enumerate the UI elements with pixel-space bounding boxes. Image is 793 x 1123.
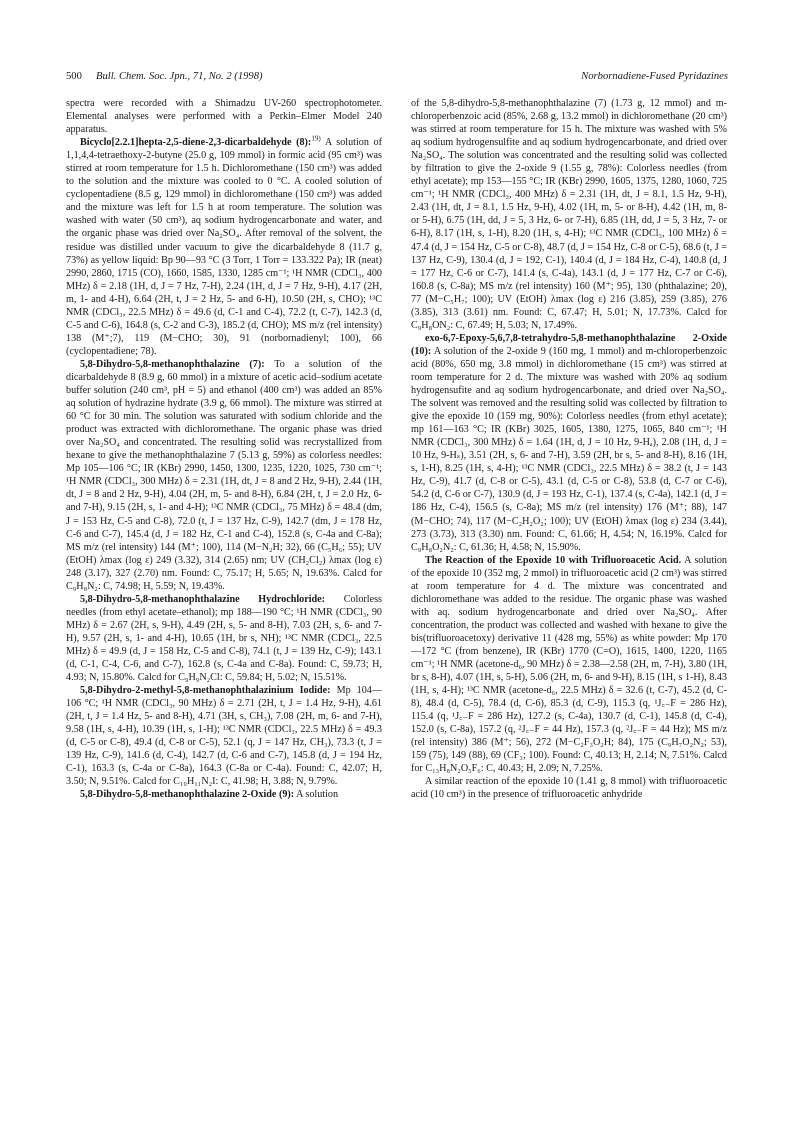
heading-compound-9: 5,8-Dihydro-5,8-methanophthalazine 2-Oxide (9): (80, 789, 295, 801)
page-number: 500 (66, 71, 82, 82)
paragraph-iodide (66, 684, 382, 788)
reference-marker: 19) (311, 134, 321, 143)
left-column (66, 97, 382, 1097)
body-compound-10: A solution of the 2-oxide 9 (160 mg, 1 mmol) and m-chloroperbenzoic acid (80%, 650 mg, 3.8 mmol) in dichloromethane (15 cm³) was stirred at room temperature for 2 d. The mixture was washed with 20% aq sodium hydrogensufite and aq sodium hydrogencarbonate, and dried over Na₂SO₄. The solvent was removed and the resulting solid was collected by filtration to give the epoxide 10 (159 mg, 90%): Colorless needles (from ethyl acetate); mp 161—163 °C; IR (KBr) 3025, 1605, 1380, 1275, 1065, 840 cm⁻¹; ¹H NMR (CDCl₃, 300 MHz) δ = 1.64 (1H, d, J = 10 Hz, 9-Hₐ), 2.08 (1H, d, J = 10 Hz, 9-Hₛ), 3.51 (2H, s, 6- and 7-H), 3.59 (2H, br s, 5- and 8-H), 8.16 (1H, s, 1-H), 8.25 (1H, s, 4-H); ¹³C NMR (CDCl₃, 22.5 MHz) δ = 38.2 (t, J = 143 Hz, C-9), 41.7 (d, C-8 or C-5), 43.1 (d, C-5 or C-8), 53.8 (d, C-7 or C-6), 54.2 (d, C-6 or C-7), 130.9 (d, J = 193 Hz, C-1), 137.4 (s, C-4a), 142.1 (d, J = 186 Hz, C-4), 156.5 (s, C-8a); MS m/z (rel intensity) 176 (M⁺; 88), 147 (M−CHO; 74), 117 (M−C₂H₂O₂; 100); UV (EtOH) λmax (log ε) 234 (3.44), 273 (3.73), 313 (3.30) nm. Found: C, 61.66; H, 4.54; N, 16.19%. Calcd for C₉H₈O₂N₂: C, 61.36; H, 4.58; N, 15.90%. (411, 345, 727, 553)
journal-citation: Bull. Chem. Soc. Jpn., 71, No. 2 (1998) (96, 71, 263, 82)
heading-iodide: 5,8-Dihydro-2-methyl-5,8-methanophthalazinium Iodide: (80, 685, 331, 697)
paragraph-compound-8 (66, 136, 382, 358)
right-column (411, 97, 727, 1097)
body-tfa-reaction: A solution of the epoxide 10 (352 mg, 2 mmol) in trifluoroacetic acid (2 cm³) was stirred at room temperature for 4 d. The mixture was concentrated and dichloromethane was added to the residue. The organic phase was washed with aq. sodium hydrogencarbonate and dried over Na₂SO₄. After concentration, the product was collected and washed with hexane to give the bis(trifluoroacetoxy) derivative 11 (428 mg, 55%) as white powder: Mp 170—172 °C (from benzene), IR (KBr) 1770 (C=O), 1615, 1400, 1220, 1165 cm⁻¹; ¹H NMR (acetone-d₆, 90 MHz) δ = 2.38—2.58 (2H, m, 7-H), 3.80 (1H, br s, 8-H), 4.07 (1H, s, 5-H), 5.06 (2H, m, 6- and 9-H), 8.15 (1H, s 1-H), 8.43 (1H, s, 4-H); ¹³C NMR (acetone-d₆, 22.5 MHz) δ = 32.6 (t, C-7), 45.2 (d, C-8), 48.4 (d, C-5), 78.4 (d, C-6), 85.3 (d, C-9), 115.3 (q, ¹J꜀₋F = 286 Hz), 115.4 (q, ¹J꜀₋F = 286 Hz), 127.2 (s, C-4a), 130.7 (d, C-1), 145.8 (d, C-4), 152.0 (s, C-8a), 157.2 (q, ²J꜀₋F = 44 Hz), 157.3 (q, ²J꜀₋F = 44 Hz); MS m/z (rel intensity) 386 (M⁺; 56), 272 (M−C₂F₃O₂H; 84), 175 (C₉H₇O₂N₂; 53), 159 (75), 149 (88), 69 (CF₃; 100). Found: C, 40.13; H, 2.14; N, 7.51%. Calcd for C₁₃H₈N₂O₅F₆: C, 40.43; H, 2.09; N, 7.25%. (411, 554, 727, 775)
heading-compound-8: Bicyclo[2.2.1]hepta-2,5-diene-2,3-dicarbaldehyde (8): (80, 137, 312, 149)
heading-tfa-reaction: The Reaction of the Epoxide 10 with Trifluoroacetic Acid. (425, 554, 682, 566)
running-title: Norbornadiene-Fused Pyridazines (581, 71, 728, 82)
paragraph-instruments: spectra were recorded with a Shimadzu UV-260 spectrophotometer. Elemental analyses were performed with a Perkin–Elmer Model 240 apparatus. (66, 98, 382, 136)
body-hydrochloride: Colorless needles (from ethyl acetate–ethanol); mp 188—190 °C; ¹H NMR (CDCl₃, 90 MHz) δ = 2.67 (2H, s, 9-H), 4.49 (2H, s, 5- and 8-H), 7.03 (2H, s, 6- and 7-H), 9.57 (2H, s, 1- and 4-H), 10.65 (1H, br s, NH); ¹³C NMR (CDCl₃, 22.5 MHz) δ = 49.9 (d, J = 158 Hz, C-5 and C-8), 74.1 (t, J = 139 Hz, C-9); 143.1 (d, C-1, C-4, C-6, and C-7), 162.8 (s, C-4a and C-8a). Found: C, 59.73; H, 4.93; N, 15.80%. Calcd for C₉H₉N₂Cl: C, 59.84; H, 5.02; N, 15.51%. (66, 593, 382, 684)
paragraph-compound-7 (66, 358, 382, 593)
body-compound-9-start: A solution (296, 789, 339, 801)
body-compound-7: To a solution of the dicarbaldehyde 8 (8.9 g, 60 mmol) in a mixture of acetic acid–sodium acetate buffer solution (240 cm³, pH = 5) and ethanol (400 cm³) was added an 85% aq solution of hydrazine hydrate (3.9 g, 66 mmol). The mixture was stirred at 60 °C for 30 min. The solution was saturated with sodium chloride and the product was extracted with dichloromethane. The organic phase was dried over Na₂SO₄ and concentrated. The resulting solid was recrystallized from hexane to give the methanophthalazine 7 (5.13 g, 59%) as colorless needles: Mp 105—106 °C; IR (KBr) 2990, 1450, 1300, 1235, 1220, 1025, 730 cm⁻¹; ¹H NMR (CDCl₃, 300 MHz) δ = 2.31 (1H, dt, J = 8 and 2 Hz, 9-H), 2.44 (1H, dt, J = 8 and 2 Hz, 9-H), 4.04 (2H, m, 5- and 8-H), 6.84 (2H, t, J = 2.0 Hz, 6- and 7-H), 9.15 (2H, s, 1- and 4-H); ¹³C NMR (CDCl₃, 75 MHz) δ = 48.4 (dm, J = 153 Hz, C-5 and C-8), 72.0 (t, J = 137 Hz, C-9), 142.7 (dm, J = 178 Hz, C-6 and C-7), 145.4 (d, J = 182 Hz, C-1 and C-4), 152.8 (s, C-4a and C-8a); MS m/z (rel intensity) 144 (M⁺; 100), 114 (M−N₂H; 32), 66 (C₅H₆; 55); UV (EtOH) λmax (log ε) 249 (3.32), 314 (2.65) nm; UV (CH₂Cl₂) λmax (log ε) 248 (3.17), 327 (2.70) nm. Found: C, 75.17; H, 5.65; N, 19.63%. Calcd for C₉H₈N₂: C, 74.98; H, 5.59; N, 19.43%. (66, 358, 382, 592)
paragraph-similar-reaction: A similar reaction of the epoxide 10 (1.41 g, 8 mmol) with trifluoroacetic acid (10 cm³) in the presence of trifluoroacetic anhydride (411, 776, 727, 801)
heading-hydrochloride: 5,8-Dihydro-5,8-methanophthalazine Hydrochloride: (80, 593, 326, 605)
paragraph-tfa-reaction (411, 554, 727, 776)
page-header (66, 69, 728, 85)
paragraph-compound-9 (66, 788, 382, 801)
paragraph-hydrochloride (66, 593, 382, 684)
heading-compound-7: 5,8-Dihydro-5,8-methanophthalazine (7): (80, 358, 265, 370)
paragraph-compound-10 (411, 332, 727, 554)
body-compound-8: A solution of 1,1,4,4-tetraethoxy-2-butyne (25.0 g, 109 mmol) in formic acid (95 cm³) was stirred at room temperature for 1.5 h. Dichloromethane (150 cm³) was added to the solution and the mixture was cooled to 0 °C. A cooled solution of cyclopentadiene (8.5 g, 129 mmol) in dichloromethane (150 cm³) was added and the mixture was left for 1.5 h at room temperature. The solution was washed with water (50 cm³), aq sodium hydrogencarbonate and water, and the organic phase was dried over Na₂SO₄. After removal of the solvent, the residue was distilled under vacuum to give the dicarbaldehyde 8 (11.7 g, 73%) as yellow liquid: Bp 90—93 °C (3 Torr, 1 Torr = 133.322 Pa); IR (neat) 2990, 2860, 1715 (CO), 1660, 1585, 1330, 1285 cm⁻¹; ¹H NMR (CDCl₃, 400 MHz) δ = 2.18 (1H, d, J = 7 Hz, 7-H), 2.24 (1H, d, J = 7 Hz, 9-H), 4.17 (2H, m, 1- and 4-H), 6.64 (2H, t, J = 2 Hz, 5- and 6-H), 10.50 (2H, s, CHO); ¹³C NMR (CDCl₃, 22.5 MHz) δ = 49.6 (d, C-1 and C-4), 72.2 (t, C-7), 142.3 (d, C-5 and C-6), 164.8 (s, C-2 and C-3), 185.2 (d, CHO); MS m/z (rel intensity) 138 (M⁺;7), 119 (M−CHO; 30), 91 (norbornadienyl; 100), 66 (cyclopentadiene; 78). (66, 137, 382, 357)
heading-compound-10: exo-6,7-Epoxy-5,6,7,8-tetrahydro-5,8-methanophthalazine 2-Oxide (10): (411, 332, 727, 357)
body-iodide: Mp 104—106 °C; ¹H NMR (CDCl₃, 90 MHz) δ = 2.71 (2H, t, J = 1.4 Hz, 9-H), 4.61 (2H, t, J = 1.4 Hz, 5- and 8-H), 4.71 (3H, s, CH₃), 7.08 (2H, m, 6- and 7-H), 9.58 (1H, s, 4-H), 10.39 (1H, s, 1-H); ¹³C NMR (CDCl₃, 22.5 MHz) δ = 49.3 (d, C-5 or C-8), 49.4 (d, C-8 or C-5), 52.1 (q, J = 147 Hz, CH₃), 73.3 (t, J = 139 Hz, C-9), 141.6 (d, C-4), 142.7 (d, C-6 and C-7), 145.8 (d, J = 194 Hz, C-1), 163.3 (s, C-4a or C-8a), 164.3 (C-8a or C-4a). Found: C, 42.07; H, 3.50; N, 9.51%. Calcd for C₁₀H₁₁N₂I: C, 41.98; H, 3.88; N, 9.79%. (66, 685, 382, 788)
paragraph-compound-9-continued: of the 5,8-dihydro-5,8-methanophthalazine (7) (1.73 g, 12 mmol) and m-chloroperbenzoic acid (85%, 2.68 g, 13.2 mmol) in dichloromethane (20 cm³) was stirred at room temperature for 15 h. The mixture was washed with 5% aq sodium hydrogensulfite and aq sodium hydrogencarbonate, and dried over Na₂SO₄. The solution was concentrated and the resulting solid was collected by filtration to give the 2-oxide 9 (1.55 g, 78%): Colorless needles (from ethyl acetate); mp 153—155 °C; IR (KBr) 2990, 1605, 1375, 1280, 1060, 725 cm⁻¹; ¹H NMR (CDCl₃, 400 MHz) δ = 2.31 (1H, dt, J = 8.1, 1.5 Hz, 9-H), 2.43 (1H, dt, J = 8.1, 1.5 Hz, 9-H), 4.02 (1H, m, 5- or 8-H), 4.42 (1H, m, 8- or 5-H), 6.75 (1H, dd, J = 5, 3 Hz, 6- or 7-H), 6.85 (1H, dd, J = 5, 3 Hz, 7- or 6-H), 8.17 (1H, s, 1-H), 8.20 (1H, s, 4-H); ¹³C NMR (CDCl₃, 100 MHz) δ = 47.4 (d, J = 154 Hz, C-5 or C-8), 48.7 (d, J = 154 Hz, C-8 or C-5), 68.6 (t, J = 137 Hz, C-9), 130.4 (d, J = 192, C-1), 140.4 (d, J = 184 Hz, C-4), 140.8 (d, J = 177 Hz, C-6 or C-7), 141.4 (s, C-4a), 143.1 (d, J = 177 Hz, C-7 or C-6), 160.8 (s, C-8a); MS m/z (rel intensity) 160 (M⁺; 95), 130 (phthalazine; 20), 77 (M−C₅H₇; 100); UV (EtOH) λmax (log ε) 216 (3.85), 259 (3.85), 276 (3.85), 313 (3.61) nm. Found: C, 67.47; H, 5.01; N, 17.73%. Calcd for C₉H₈ON₂: C, 67.49; H, 5.03; N, 17.49%. (411, 98, 727, 331)
